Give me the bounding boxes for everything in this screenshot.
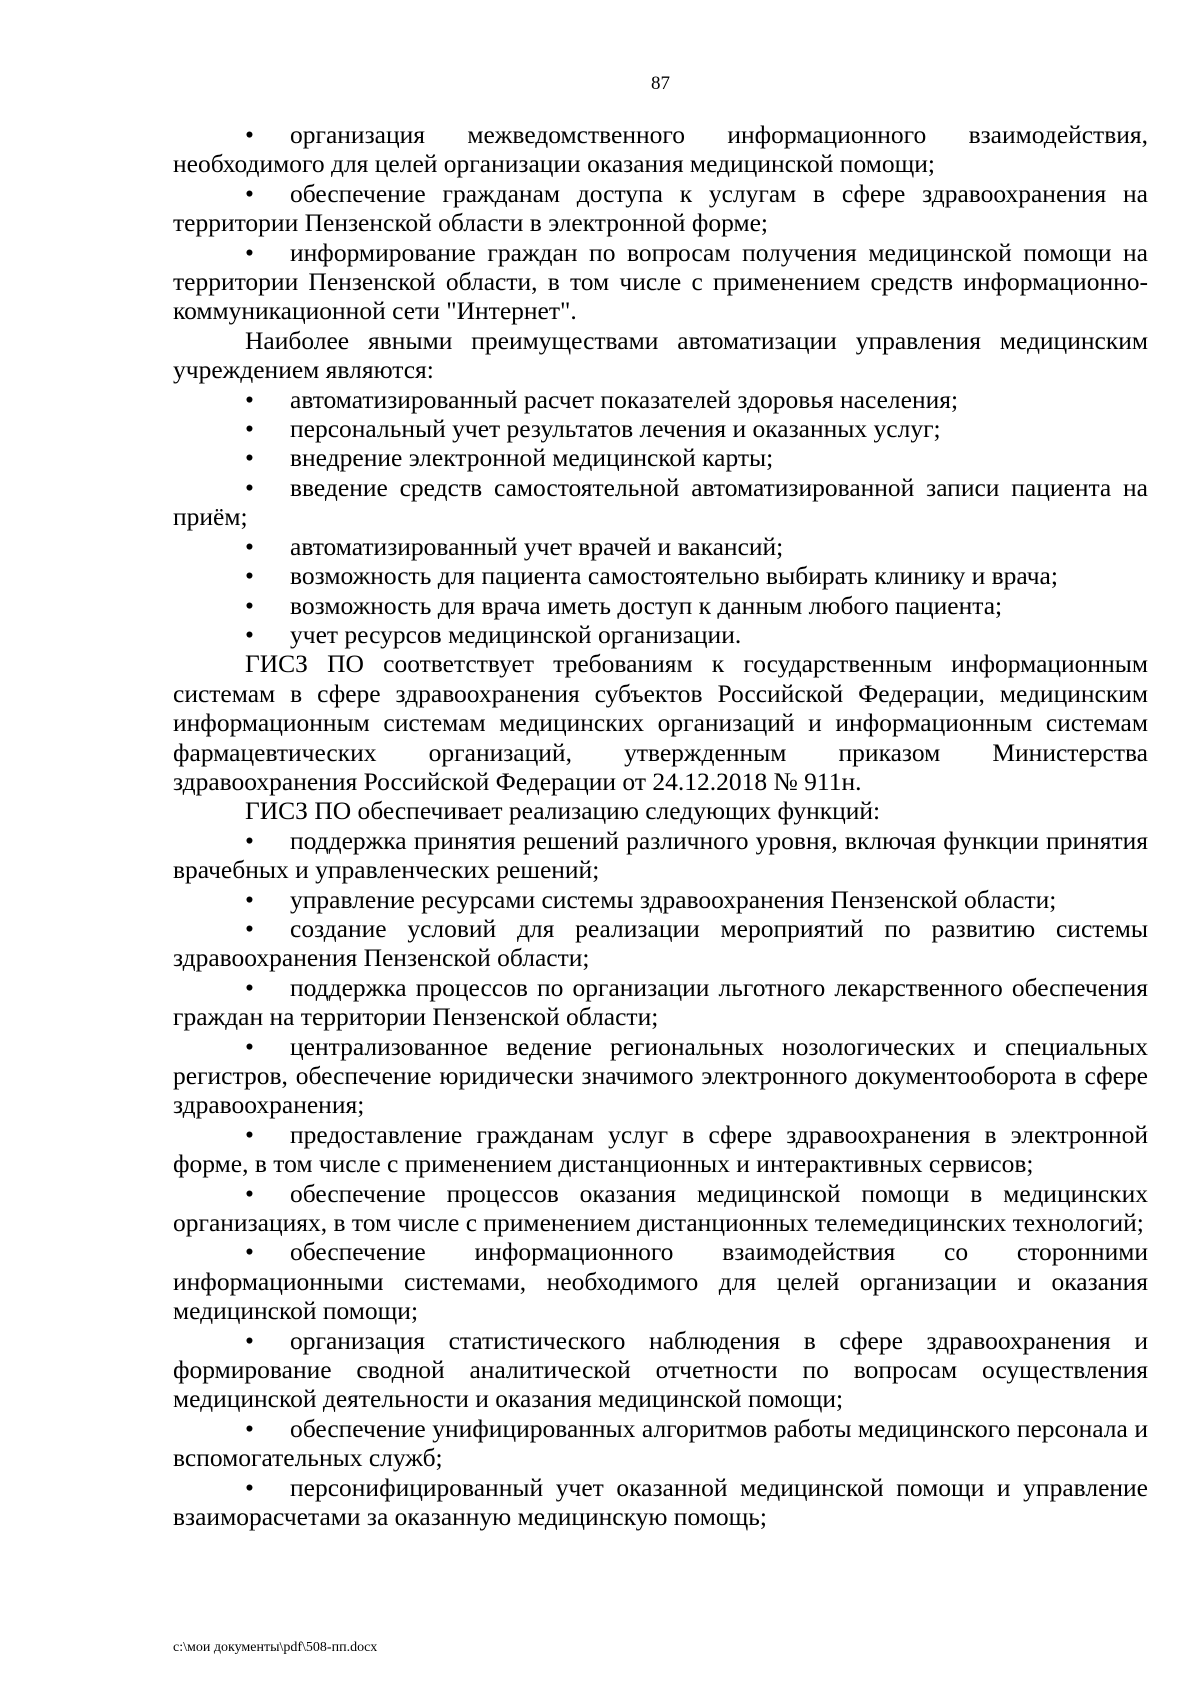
- document-page: [173, 60, 1148, 1532]
- bullet-item: [173, 443, 1148, 472]
- bullet-text: внедрение электронной медицинской карты;: [290, 443, 774, 473]
- bullet-item: [173, 620, 1148, 649]
- bullet-text: возможность для пациента самостоятельно выбирать клинику и врача;: [290, 561, 1058, 591]
- bullet-text: предоставление гражданам услуг в сфере здравоохранения в электронной форме, в том числе с применением дистанционных и интерактивных сервисов;: [173, 1119, 1148, 1179]
- bullet-icon: •: [245, 178, 254, 208]
- bullet-text: обеспечение унифицированных алгоритмов работы медицинского персонала и вспомогательных служб;: [173, 1413, 1148, 1473]
- bullet-icon: •: [245, 972, 254, 1002]
- bullet-icon: •: [245, 561, 254, 591]
- bullet-text: персонифицированный учет оказанной медицинской помощи и управление взаиморасчетами за оказанную медицинскую помощь;: [173, 1472, 1148, 1532]
- bullet-icon: •: [245, 1237, 254, 1267]
- bullet-text: информирование граждан по вопросам получения медицинской помощи на территории Пензенской области, в том числе с применением средств информационно-коммуникационной сети "Интернет".: [173, 237, 1148, 326]
- bullet-icon: •: [245, 472, 254, 502]
- bullet-item: [173, 473, 1148, 532]
- bullet-text: учет ресурсов медицинской организации.: [290, 619, 742, 649]
- bullet-item: [173, 532, 1148, 561]
- bullet-icon: •: [245, 1178, 254, 1208]
- bullet-text: обеспечение гражданам доступа к услугам в сфере здравоохранения на территории Пензенской области в электронной форме;: [173, 178, 1148, 238]
- bullet-text: обеспечение процессов оказания медицинской помощи в медицинских организациях, в том числе с применением дистанционных телемедицинских технологий;: [173, 1178, 1148, 1238]
- footer-file-path: c:\мои документы\pdf\508-пп.docx: [173, 1640, 378, 1655]
- bullet-text: персональный учет результатов лечения и оказанных услуг;: [290, 414, 941, 444]
- paragraph: Наиболее явными преимуществами автоматизации управления медицинским учреждением являются:: [173, 325, 1148, 385]
- bullet-text: автоматизированный расчет показателей здоровья населения;: [290, 384, 959, 414]
- bullet-item: [173, 1179, 1148, 1238]
- bullet-item: [173, 1414, 1148, 1473]
- bullet-item: [173, 885, 1148, 914]
- bullet-item: [173, 1032, 1148, 1120]
- bullet-item: [173, 120, 1148, 179]
- page-number: 87: [651, 73, 670, 94]
- bullet-text: поддержка принятия решений различного уровня, включая функции принятия врачебных и управленческих решений;: [173, 825, 1148, 885]
- document-body: [173, 120, 1148, 1532]
- bullet-item: [173, 1473, 1148, 1532]
- bullet-item: [173, 561, 1148, 590]
- bullet-icon: •: [245, 884, 254, 914]
- bullet-icon: •: [245, 1413, 254, 1443]
- bullet-item: [173, 914, 1148, 973]
- bullet-text: возможность для врача иметь доступ к данным любого пациента;: [290, 590, 1003, 620]
- bullet-text: обеспечение информационного взаимодействия со сторонними информационными системами, необходимого для целей организации и оказания медицинской помощи;: [173, 1237, 1148, 1326]
- bullet-item: [173, 1120, 1148, 1179]
- bullet-icon: •: [245, 120, 254, 149]
- bullet-item: [173, 1326, 1148, 1414]
- bullet-icon: •: [245, 1031, 254, 1061]
- bullet-icon: •: [245, 1472, 254, 1502]
- bullet-text: поддержка процессов по организации льготного лекарственного обеспечения граждан на территории Пензенской области;: [173, 972, 1148, 1032]
- bullet-text: автоматизированный учет врачей и вакансий;: [290, 531, 784, 561]
- bullet-item: [173, 238, 1148, 326]
- bullet-icon: •: [245, 384, 254, 414]
- bullet-icon: •: [245, 237, 254, 267]
- bullet-item: [173, 826, 1148, 885]
- bullet-icon: •: [245, 443, 254, 473]
- bullet-text: организация статистического наблюдения в сфере здравоохранения и формирование сводной аналитической отчетности по вопросам осуществления медицинской деятельности и оказания медицинской помощи;: [173, 1325, 1148, 1414]
- bullet-icon: •: [245, 1119, 254, 1149]
- bullet-text: создание условий для реализации мероприятий по развитию системы здравоохранения Пензенской области;: [173, 913, 1148, 973]
- bullet-item: [173, 179, 1148, 238]
- bullet-item: [173, 1237, 1148, 1325]
- bullet-icon: •: [245, 1325, 254, 1355]
- bullet-icon: •: [245, 531, 254, 561]
- bullet-text: управление ресурсами системы здравоохранения Пензенской области;: [290, 884, 1057, 914]
- paragraph: ГИСЗ ПО обеспечивает реализацию следующих функций:: [245, 796, 881, 826]
- bullet-text: введение средств самостоятельной автоматизированной записи пациента на приём;: [173, 472, 1148, 532]
- bullet-icon: •: [245, 590, 254, 620]
- bullet-item: [173, 385, 1148, 414]
- bullet-icon: •: [245, 825, 254, 855]
- paragraph: ГИСЗ ПО соответствует требованиям к государственным информационным системам в сфере здравоохранения субъектов Российской Федерации, медицинским информационным системам медицинских организаций и информационным системам фармацевтических организаций, утвержденным приказом Министерства здравоохранения Российской Федерации от 24.12.2018 № 911н.: [173, 649, 1148, 796]
- bullet-icon: •: [245, 913, 254, 943]
- bullet-item: [173, 414, 1148, 443]
- bullet-icon: •: [245, 619, 254, 649]
- bullet-icon: •: [245, 414, 254, 444]
- bullet-text: организация межведомственного информационного взаимодействия, необходимого для целей организации оказания медицинской помощи;: [173, 120, 1148, 179]
- bullet-item: [173, 591, 1148, 620]
- bullet-item: [173, 973, 1148, 1032]
- bullet-text: централизованное ведение региональных нозологических и специальных регистров, обеспечение юридически значимого электронного документооборота в сфере здравоохранения;: [173, 1031, 1148, 1120]
